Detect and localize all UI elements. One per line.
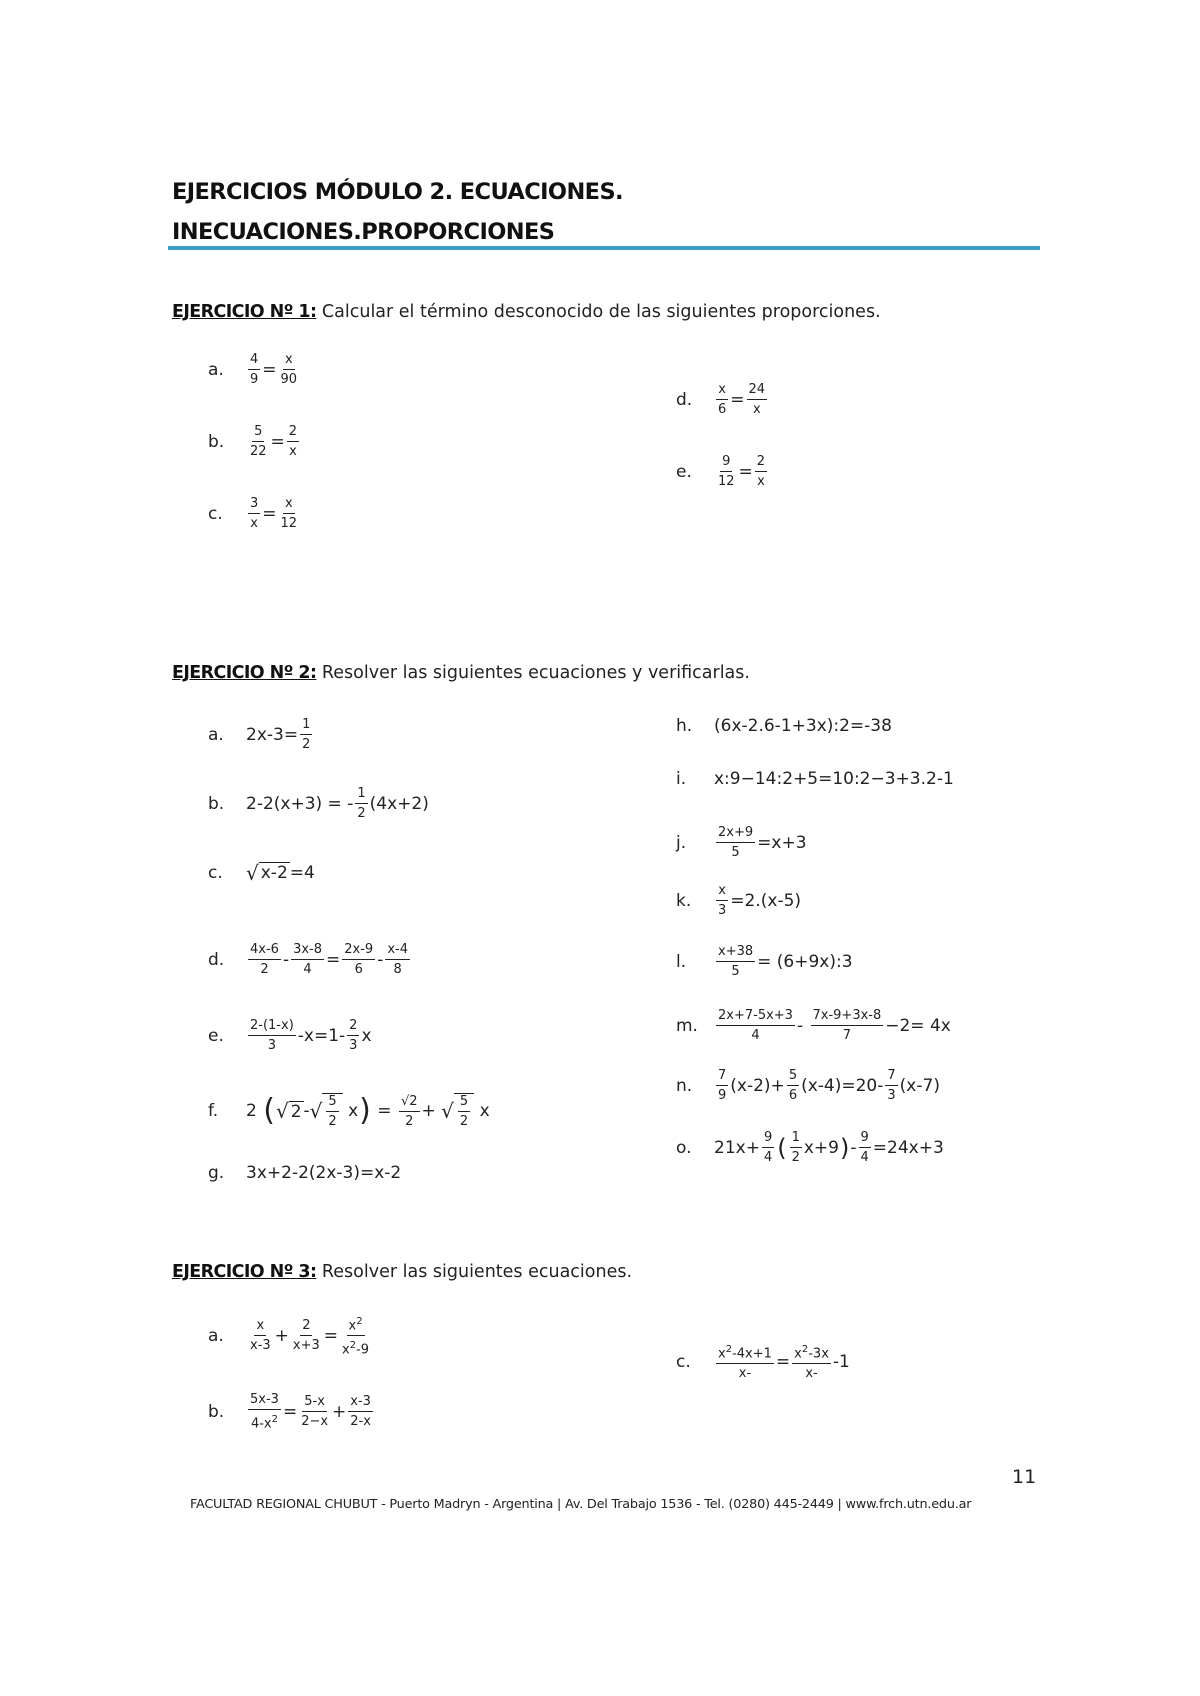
ex1-item-c: c. $\frac{3}{x}$ = $\frac{x}{12}$ [208, 496, 298, 531]
ex2-item-h: h. (6x-2.6-1+3x):2=-38 [676, 716, 892, 736]
ex2-item-a: a. 2x-3= $\frac{1}{2}$ [208, 717, 311, 752]
exercise-2-label: EJERCICIO Nº 2: [172, 663, 317, 683]
exercise-2-instruction: Resolver las siguientes ecuaciones y verificarlas. [316, 663, 750, 683]
ex3-item-a: a. $\frac{x}{x-3}$ + $\frac{2}{x+3}$ = $\frac{x^2}{x^2-9}$ [208, 1316, 370, 1358]
ex2-item-m: m. $\frac{2x+7-5x+3}{4}$ - $\frac{7x-9+3x-8}{7}$ −2= 4x [676, 1008, 951, 1043]
exercise-3-label: EJERCICIO Nº 3: [172, 1262, 317, 1282]
ex1-item-b: b. $\frac{5}{22}$ = $\frac{2}{x}$ [208, 424, 298, 459]
square-root: √ x-2 [246, 860, 288, 885]
ex2-item-n: n. $\frac{7}{9}$ (x-2)+ $\frac{5}{6}$ (x-4)=20- $\frac{7}{3}$ (x-7) [676, 1068, 940, 1103]
ex3-item-b: b. $\frac{5x-3}{4-x^2}$ = $\frac{5-x}{2-x}$ + $\frac{x-3}{2-x}$ [208, 1392, 371, 1432]
ex2-item-c: c. √ x-2 =4 [208, 860, 315, 885]
exercise-3-heading [172, 1262, 632, 1282]
exercise-2-heading [172, 663, 750, 683]
exercise-3-instruction: Resolver las siguientes ecuaciones. [316, 1262, 633, 1282]
ex2-item-e: e. $\frac{2-(1-x)}{3}$ -x=1- $\frac{2}{3}$ x [208, 1018, 372, 1053]
ex2-item-d: d. $\frac{4x-6}{2}$ - $\frac{3x-8}{4}$ = $\frac{2x-9}{6}$ - $\frac{x-4}{8}$ [208, 942, 408, 977]
exercise-1-heading [172, 302, 881, 322]
exercise-1-label: EJERCICIO Nº 1: [172, 302, 317, 322]
ex2-item-b: b. 2-2(x+3) = - $\frac{1}{2}$ (4x+2) [208, 786, 429, 821]
page-title [172, 172, 1052, 252]
page-footer: FACULTAD REGIONAL CHUBUT - Puerto Madryn - Argentina | Av. Del Trabajo 1536 - Tel. (0280) 445-2449 | www.frch.utn.edu.ar [190, 1497, 972, 1512]
ex1-item-d: d. $\frac{x}{6}$ = $\frac{24}{x}$ [676, 382, 766, 417]
ex1-item-a: a. $\frac{4}{9}$ = $\frac{x}{90}$ [208, 352, 298, 387]
ex2-item-j: j. $\frac{2x+9}{5}$ =x+3 [676, 825, 807, 860]
title-divider [168, 246, 1040, 250]
page-number: 11 [1012, 1466, 1037, 1488]
ex2-item-f: f. 2 ( √ 2 - √ $\frac{5}{2}$ x ) = $\frac{√2}{2}$ + √ $\frac{5}{2}$ x [208, 1093, 490, 1129]
ex3-item-c: c. $\frac{x^2-4x+1}{x-}$ = $\frac{x^2-3x}{x-}$ -1 [676, 1344, 850, 1382]
title-line-2: INECUACIONES.PROPORCIONES [172, 219, 555, 245]
ex2-item-i: i. x:9−14:2+5=10:2−3+3.2-1 [676, 769, 954, 789]
ex2-item-l: l. $\frac{x+38}{5}$ = (6+9x):3 [676, 944, 853, 979]
title-line-1: EJERCICIOS MÓDULO 2. ECUACIONES. [172, 179, 624, 205]
ex2-item-o: o. 21x+ $\frac{9}{4}$ ( $\frac{1}{2}$ x+9 ) - $\frac{9}{4}$ =24x+3 [676, 1130, 944, 1165]
ex2-item-k: k. $\frac{x}{3}$ =2.(x-5) [676, 883, 802, 918]
ex2-item-g: g. 3x+2-2(2x-3)=x-2 [208, 1163, 402, 1183]
exercise-1-instruction: Calcular el término desconocido de las siguientes proporciones. [316, 302, 881, 322]
ex1-item-e: e. $\frac{9}{12}$ = $\frac{2}{x}$ [676, 454, 766, 489]
